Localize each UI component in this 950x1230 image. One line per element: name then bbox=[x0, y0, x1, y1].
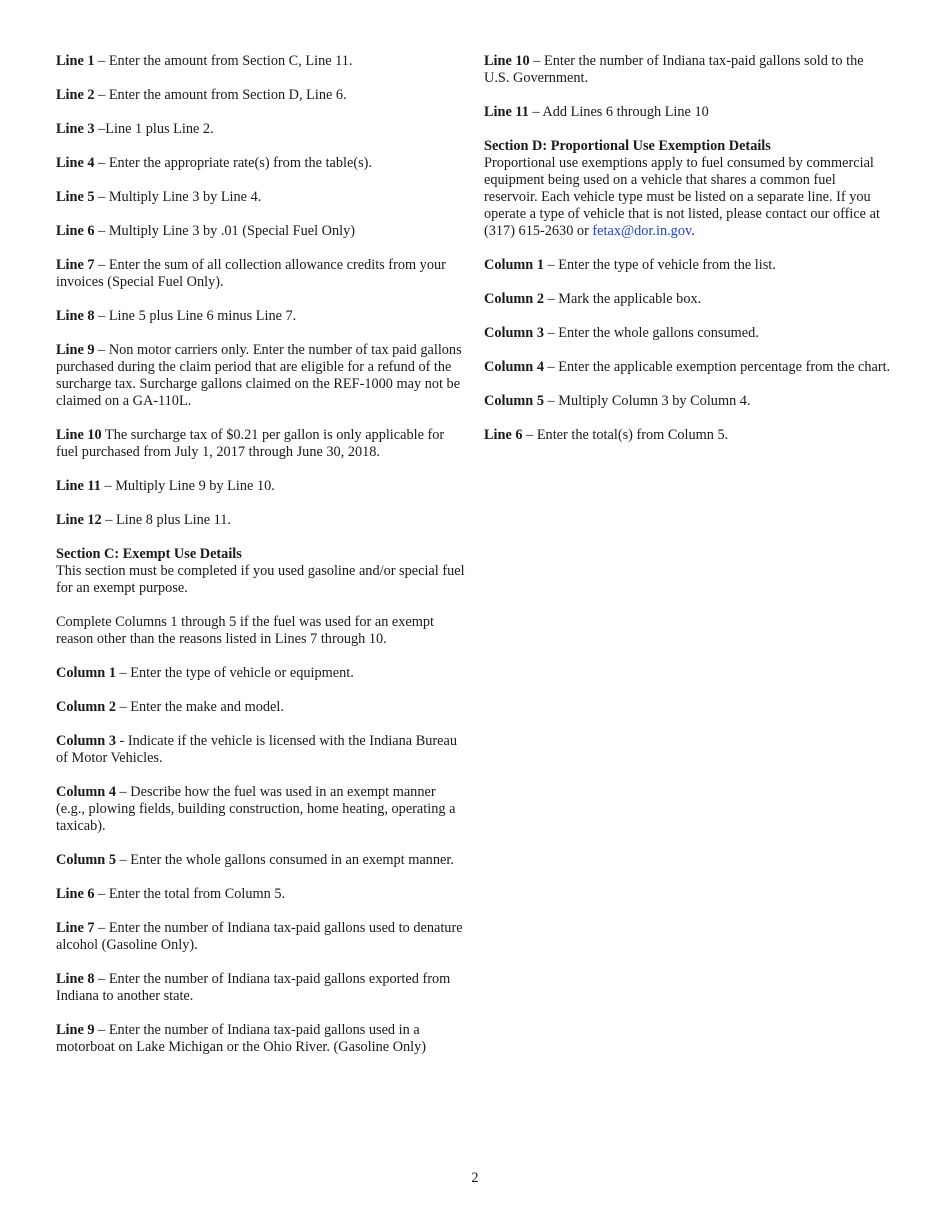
section-c-column-4: Column 4 – Describe how the fuel was used in an exempt manner (e.g., plowing fields, building construction, home heating, operating a taxicab). bbox=[56, 784, 456, 834]
email-link[interactable]: fetax@dor.in.gov bbox=[592, 223, 692, 239]
instruction-line-4: Line 4 – Enter the appropriate rate(s) from the table(s). bbox=[56, 155, 373, 171]
section-d-intro: Section D: Proportional Use Exemption Details Proportional use exemptions apply to fuel consumed by commercial equipment being used on a vehicle that shares a common fuel reservoir. Each vehicle type must be listed on a separate line. If you operate a type of vehicle that is not listed, please contact our office at (317) 615-2630 or fetax@dor.in.gov. bbox=[484, 138, 892, 240]
section-d-column-4: Column 4 – Enter the applicable exemption percentage from the chart. bbox=[484, 359, 891, 375]
instruction-line-11: Line 11 – Multiply Line 9 by Line 10. bbox=[56, 478, 275, 494]
instruction-line-6: Line 6 – Multiply Line 3 by .01 (Special Fuel Only) bbox=[56, 223, 356, 239]
instruction-line-1: Line 1 – Enter the amount from Section C, Line 11. bbox=[56, 53, 353, 69]
right-column bbox=[484, 53, 892, 461]
section-d-column-3: Column 3 – Enter the whole gallons consumed. bbox=[484, 325, 759, 341]
instruction-line-12: Line 12 – Line 8 plus Line 11. bbox=[56, 512, 232, 528]
section-d-column-5: Column 5 – Multiply Column 3 by Column 4. bbox=[484, 393, 751, 409]
instruction-line-8: Line 8 – Line 5 plus Line 6 minus Line 7. bbox=[56, 308, 297, 324]
instruction-line-7: Line 7 – Enter the sum of all collection allowance credits from your invoices (Special Fuel Only). bbox=[56, 257, 446, 290]
section-c-column-3: Column 3 - Indicate if the vehicle is licensed with the Indiana Bureau of Motor Vehicles. bbox=[56, 733, 457, 766]
instruction-line-5: Line 5 – Multiply Line 3 by Line 4. bbox=[56, 189, 262, 205]
section-d-column-1: Column 1 – Enter the type of vehicle from the list. bbox=[484, 257, 776, 273]
section-c-line-6: Line 6 – Enter the total from Column 5. bbox=[56, 886, 286, 902]
section-c-column-2: Column 2 – Enter the make and model. bbox=[56, 699, 284, 715]
section-c-column-5: Column 5 – Enter the whole gallons consumed in an exempt manner. bbox=[56, 852, 454, 868]
instruction-line-10: Line 10 The surcharge tax of $0.21 per gallon is only applicable for fuel purchased from July 1, 2017 through June 30, 2018. bbox=[56, 427, 445, 460]
section-d-title: Section D: Proportional Use Exemption Details bbox=[484, 138, 771, 154]
section-d-column-2: Column 2 – Mark the applicable box. bbox=[484, 291, 702, 307]
section-c-line-9: Line 9 – Enter the number of Indiana tax-paid gallons used in a motorboat on Lake Michigan or the Ohio River. (Gasoline Only) bbox=[56, 1022, 427, 1055]
left-column bbox=[56, 53, 468, 1073]
instruction-line-9: Line 9 – Non motor carriers only. Enter the number of tax paid gallons purchased during the claim period that are eligible for a refund of the surcharge tax. Surcharge gallons claimed on the REF-1000 may not be claimed on a GA-110L. bbox=[56, 342, 462, 409]
page-number: 2 bbox=[471, 1170, 479, 1186]
instruction-line-3: Line 3 –Line 1 plus Line 2. bbox=[56, 121, 214, 137]
section-c-line-10: Line 10 – Enter the number of Indiana tax-paid gallons sold to the U.S. Government. bbox=[484, 53, 864, 86]
section-c-line-8: Line 8 – Enter the number of Indiana tax-paid gallons exported from Indiana to another state. bbox=[56, 971, 451, 1004]
instruction-line-2: Line 2 – Enter the amount from Section D, Line 6. bbox=[56, 87, 347, 103]
section-c-title: Section C: Exempt Use Details bbox=[56, 546, 242, 562]
section-c-line-7: Line 7 – Enter the number of Indiana tax-paid gallons used to denature alcohol (Gasoline Only). bbox=[56, 920, 463, 953]
section-c-line-11: Line 11 – Add Lines 6 through Line 10 bbox=[484, 104, 709, 120]
section-c-column-1: Column 1 – Enter the type of vehicle or equipment. bbox=[56, 665, 354, 681]
section-c-note: Complete Columns 1 through 5 if the fuel was used for an exempt reason other than the reasons listed in Lines 7 through 10. bbox=[56, 614, 435, 647]
section-d-line-6: Line 6 – Enter the total(s) from Column 5. bbox=[484, 427, 729, 443]
section-c-intro: Section C: Exempt Use Details This section must be completed if you used gasoline and/or special fuel for an exempt purpose. bbox=[56, 546, 468, 597]
